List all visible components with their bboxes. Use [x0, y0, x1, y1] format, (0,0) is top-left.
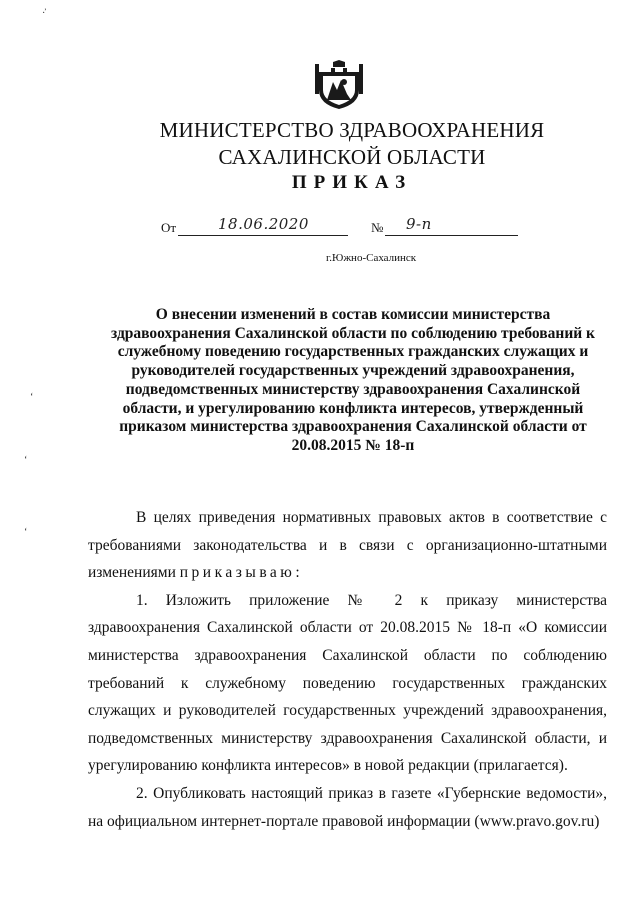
coat-of-arms-icon	[313, 60, 365, 110]
ministry-line-2: САХАЛИНСКОЙ ОБЛАСТИ	[218, 145, 486, 169]
document-title: О внесении изменений в состав комиссии министерства здравоохранения Сахалинской области по соблюдению требований к служебному поведению государственных гражданских служащих и руководителей государственных учреждений здравоохранения, подведомственных министерству здравоохранения Сахалинской области, и урегулированию конфликта интересов, утвержденный приказом министерства здравоохранения Сахалинской области от 20.08.2015 № 18-п	[111, 306, 595, 454]
intro-text: В целях приведения нормативных правовых актов в соответствие с требованиями законодательства и в связи с организационно-штатными изменениями	[88, 509, 607, 582]
ministry-name	[0, 117, 640, 171]
scan-mark: ·̓	[42, 8, 46, 19]
scan-mark: ‘	[24, 527, 28, 538]
number-label: №	[371, 220, 384, 235]
scan-mark: ‘	[24, 455, 28, 466]
item-1-paragraph: 1. Изложить приложение № 2 к приказу министерства здравоохранения Сахалинской области от 20.08.2015 № 18-п «О комиссии министерства здравоохранения Сахалинской области по соблюдению требований к служебному поведению государственных гражданских служащих и руководителей государственных учреждений здравоохранения, подведомственных министерству здравоохранения Сахалинской области, и урегулированию конфликта интересов» в новой редакции (прилагается).	[88, 591, 607, 775]
document-body	[88, 504, 607, 835]
city: г.Южно-Сахалинск	[326, 252, 417, 264]
ministry-line-1: МИНИСТЕРСТВО ЗДРАВООХРАНЕНИЯ	[159, 118, 545, 142]
item-2-paragraph: 2. Опубликовать настоящий приказ в газете «Губернские ведомости», на официальном интернет-портале правовой информации (www.pravo.gov.ru)	[88, 784, 607, 830]
date-label: От	[161, 220, 177, 235]
scan-mark: ‘	[30, 392, 34, 403]
number-value: 9-п	[406, 215, 432, 233]
order-verb: приказываю:	[179, 564, 304, 582]
number-underline	[385, 235, 518, 236]
intro-paragraph	[88, 504, 607, 587]
order-heading: ПРИКАЗ	[291, 172, 413, 193]
date-underline	[178, 235, 348, 236]
date-value: 18.06.2020	[218, 215, 309, 233]
